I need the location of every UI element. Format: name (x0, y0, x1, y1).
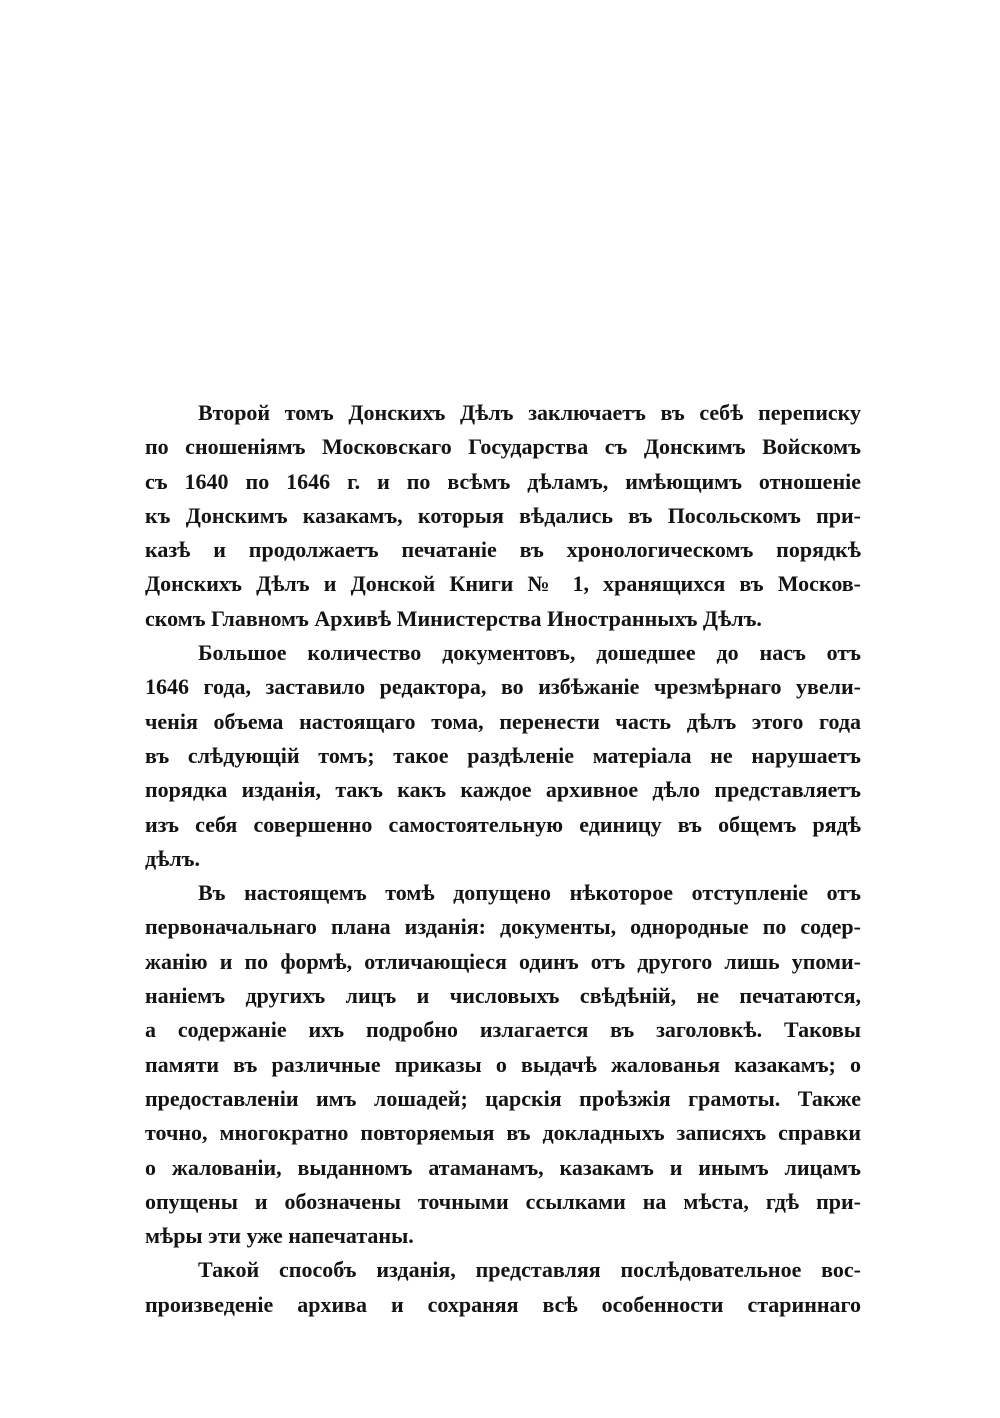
text-line: Въ настоящемъ томѣ допущено нѣкоторое отступленіе отъ (198, 880, 861, 906)
text-line: Большое количество документовъ, дошедшее до насъ отъ (198, 640, 861, 666)
text-line: дѣлъ. (145, 845, 200, 871)
text-line: ченія объема настоящаго тома, перенести часть дѣлъ этого года (145, 708, 861, 734)
text-line: казѣ и продолжаетъ печатаніе въ хронологическомъ порядкѣ (145, 537, 861, 563)
text-line: по сношеніямъ Московскаго Государства съ Донскимъ Войскомъ (145, 434, 861, 460)
text-line: Такой способъ изданія, представляя послѣдовательное вос- (198, 1257, 861, 1283)
text-line: порядка изданія, такъ какъ каждое архивное дѣло представляетъ (145, 777, 861, 803)
text-line: изъ себя совершенно самостоятельную единицу въ общемъ рядѣ (145, 811, 861, 837)
text-line: Донскихъ Дѣлъ и Донской Книги № 1, хранящихся въ Москов- (145, 571, 861, 597)
text-line: 1646 года, заставило редактора, во избѣжаніе чрезмѣрнаго увели- (145, 674, 861, 700)
text-line: въ слѣдующій томъ; такое раздѣленіе матеріала не нарушаетъ (145, 742, 861, 768)
paragraph-2 (145, 636, 861, 876)
text-line: точно, многократно повторяемыя въ докладныхъ записяхъ справки (145, 1120, 861, 1146)
text-line: къ Донскимъ казакамъ, которыя вѣдались въ Посольскомъ при- (145, 502, 861, 528)
paragraph-3 (145, 876, 861, 1253)
text-line: а содержаніе ихъ подробно излагается въ заголовкѣ. Таковы (145, 1017, 861, 1043)
body-text (145, 396, 861, 1322)
text-line: Второй томъ Донскихъ Дѣлъ заключаетъ въ себѣ переписку (198, 400, 861, 425)
text-line: опущены и обозначены точными ссылками на мѣста, гдѣ при- (145, 1188, 861, 1214)
text-line: жанію и по формѣ, отличающіеся одинъ отъ другого лишь упоми- (145, 948, 861, 974)
text-line: о жалованіи, выданномъ атаманамъ, казакамъ и инымъ лицамъ (145, 1154, 861, 1180)
text-line: первоначальнаго плана изданія: документы, однородные по содер- (145, 914, 861, 940)
text-line: наніемъ другихъ лицъ и числовыхъ свѣдѣній, не печатаются, (145, 983, 861, 1009)
text-line: съ 1640 по 1646 г. и по всѣмъ дѣламъ, имѣющимъ отношеніе (145, 468, 861, 494)
text-line: памяти въ различные приказы о выдачѣ жалованья казакамъ; о (145, 1051, 861, 1077)
text-line: произведеніе архива и сохраняя всѣ особенности стариннаго (145, 1291, 861, 1317)
text-line: мѣры эти уже напечатаны. (145, 1223, 414, 1249)
paragraph-1 (145, 396, 861, 636)
paragraph-4 (145, 1253, 861, 1322)
text-line: предоставленіи имъ лошадей; царскія проѣзжія грамоты. Также (145, 1085, 861, 1111)
text-line: скомъ Главномъ Архивѣ Министерства Иностранныхъ Дѣлъ. (145, 605, 762, 631)
